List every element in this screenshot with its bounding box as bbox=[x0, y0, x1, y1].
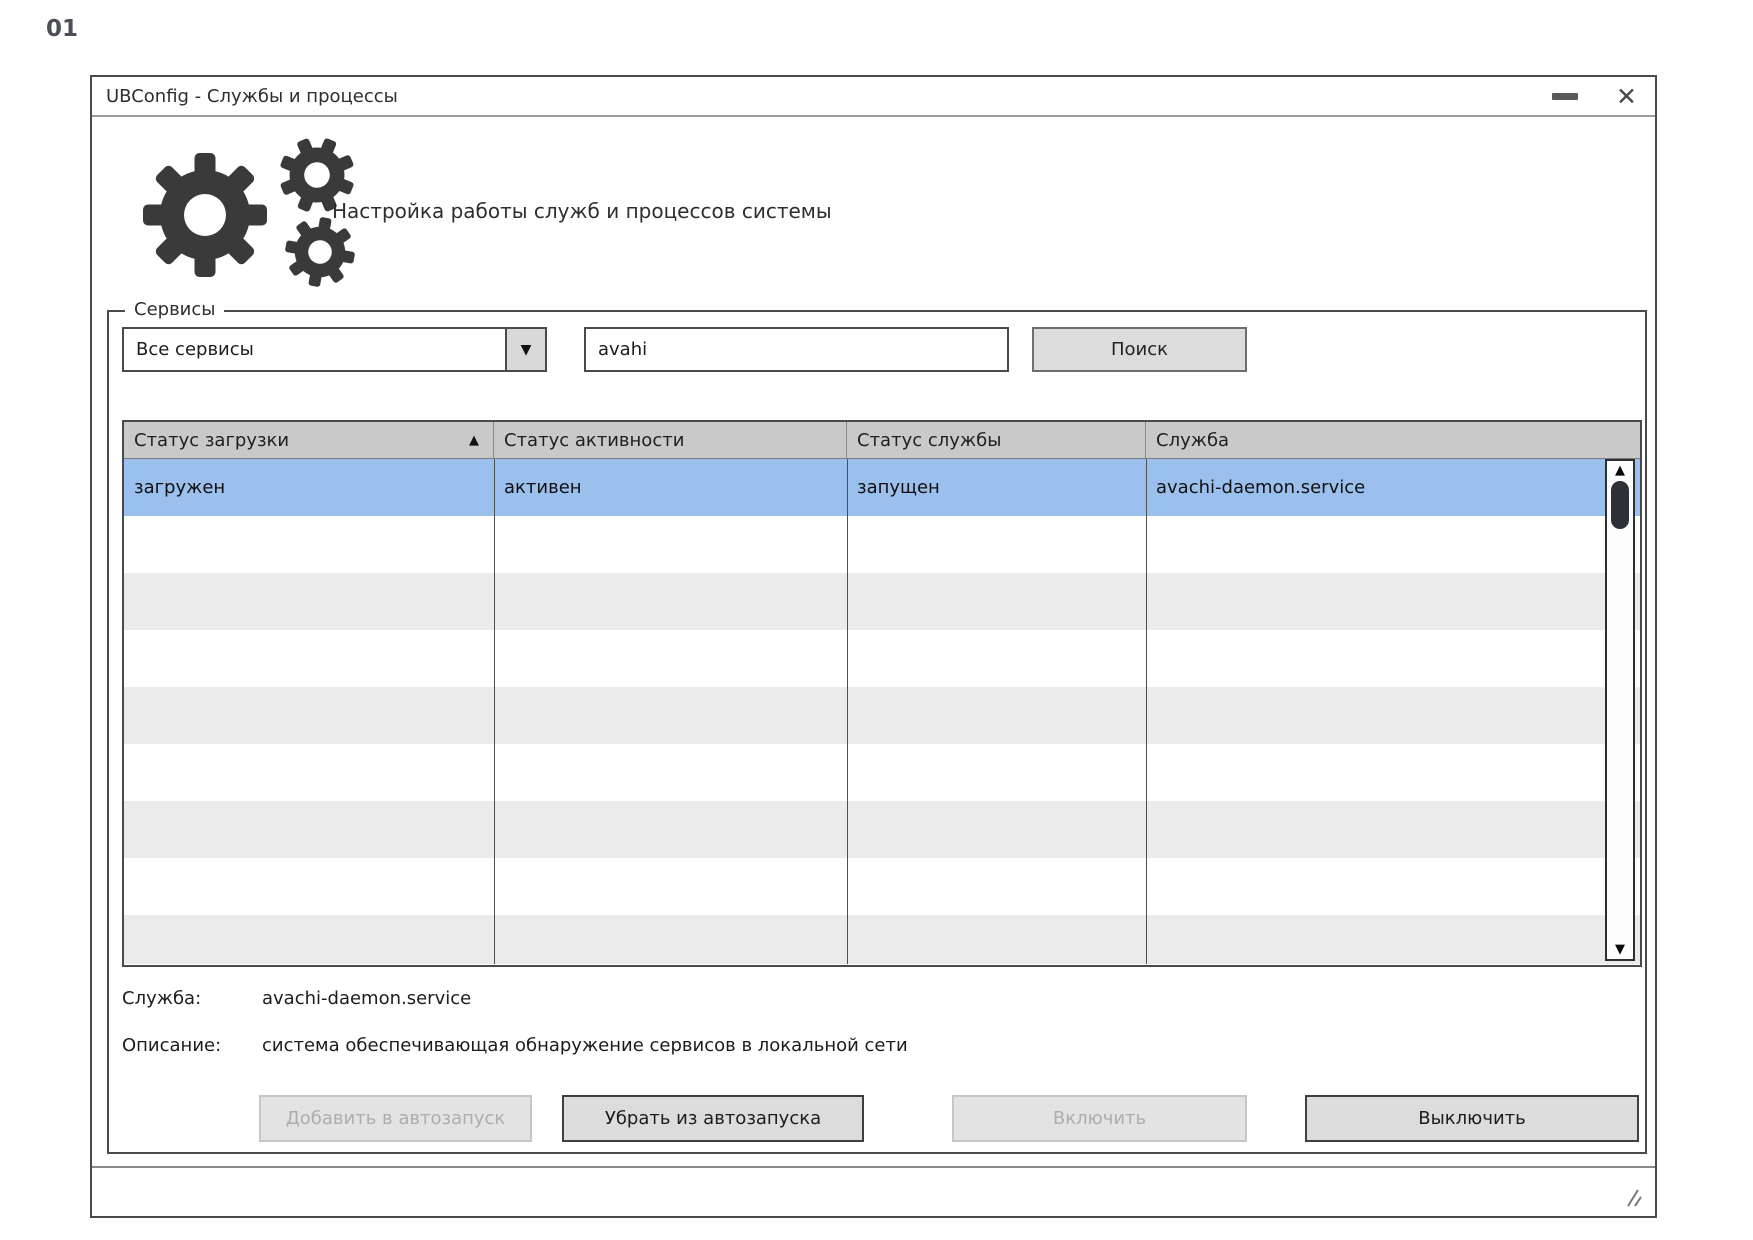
gears-icon bbox=[130, 135, 360, 290]
minimize-button[interactable] bbox=[1552, 93, 1578, 100]
column-label: Служба bbox=[1156, 429, 1230, 451]
column-divider bbox=[494, 459, 495, 964]
add-autostart-button: Добавить в автозапуск bbox=[259, 1095, 532, 1142]
search-input[interactable] bbox=[584, 327, 1009, 372]
scrollbar-thumb[interactable] bbox=[1611, 481, 1629, 529]
column-header-service[interactable] bbox=[1146, 422, 1640, 458]
titlebar bbox=[92, 77, 1655, 117]
description-detail-row bbox=[122, 1035, 908, 1056]
resize-grip-icon[interactable] bbox=[1625, 1188, 1643, 1208]
description-label: Описание: bbox=[122, 1035, 222, 1056]
remove-autostart-button[interactable]: Убрать из автозапуска bbox=[562, 1095, 864, 1142]
window-title: UBConfig - Службы и процессы bbox=[106, 85, 398, 107]
service-filter-dropdown[interactable] bbox=[122, 327, 547, 372]
close-button[interactable]: ✕ bbox=[1616, 81, 1637, 111]
service-detail-row bbox=[122, 988, 471, 1009]
column-header-service-status[interactable] bbox=[847, 422, 1146, 458]
minimize-icon bbox=[1552, 93, 1578, 100]
empty-rows-stripes bbox=[124, 516, 1640, 964]
app-window bbox=[90, 75, 1657, 1218]
chevron-down-icon[interactable]: ▼ bbox=[505, 329, 545, 370]
service-value: avachi-daemon.service bbox=[262, 988, 472, 1009]
cell-active-status: активен bbox=[504, 477, 582, 498]
vertical-scrollbar[interactable] bbox=[1605, 459, 1635, 961]
column-label: Статус загрузки bbox=[134, 429, 290, 451]
scroll-down-icon[interactable]: ▼ bbox=[1615, 942, 1625, 957]
sort-asc-icon: ▲ bbox=[469, 432, 479, 448]
service-label: Служба: bbox=[122, 988, 202, 1009]
column-header-active-status[interactable] bbox=[494, 422, 847, 458]
disable-button[interactable]: Выключить bbox=[1305, 1095, 1639, 1142]
column-header-load-status[interactable] bbox=[124, 422, 494, 458]
description-value: система обеспечивающая обнаружение сервисов в локальной сети bbox=[262, 1035, 908, 1056]
column-divider bbox=[1146, 459, 1147, 964]
services-groupbox bbox=[107, 299, 1647, 1154]
dropdown-selected-value: Все сервисы bbox=[136, 339, 254, 360]
services-legend: Сервисы bbox=[125, 299, 224, 320]
table-row-selected[interactable] bbox=[124, 459, 1640, 516]
table-body bbox=[124, 459, 1640, 964]
services-table bbox=[122, 420, 1642, 967]
cell-service-status: запущен bbox=[857, 477, 940, 498]
search-button[interactable]: Поиск bbox=[1032, 327, 1247, 372]
cell-load-status: загружен bbox=[134, 477, 226, 498]
status-bar bbox=[92, 1166, 1655, 1216]
scroll-up-icon[interactable]: ▲ bbox=[1615, 463, 1625, 478]
enable-button: Включить bbox=[952, 1095, 1247, 1142]
column-label: Статус службы bbox=[857, 429, 1002, 451]
window-controls bbox=[1552, 81, 1637, 111]
column-label: Статус активности bbox=[504, 429, 685, 451]
column-divider bbox=[847, 459, 848, 964]
app-subtitle: Настройка работы служб и процессов системы bbox=[332, 199, 832, 223]
cell-service-name: avachi-daemon.service bbox=[1156, 477, 1366, 498]
page-label: 01 bbox=[46, 16, 79, 42]
table-header bbox=[124, 422, 1640, 459]
